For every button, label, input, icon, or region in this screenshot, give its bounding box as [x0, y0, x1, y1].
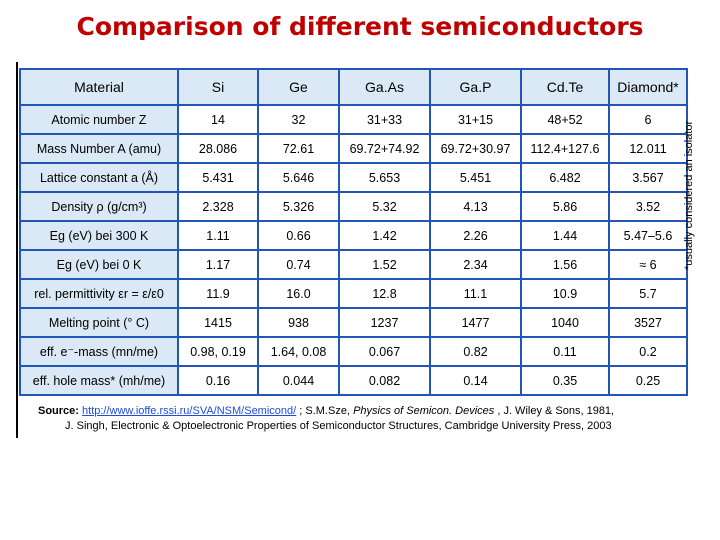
table-cell: 31+15	[430, 105, 521, 134]
table-cell: 14	[178, 105, 258, 134]
row-label: Density ρ (g/cm³)	[20, 192, 178, 221]
table-cell: 48+52	[521, 105, 609, 134]
source-text-1: ; S.M.Sze,	[296, 405, 354, 417]
isolator-footnote: *usually considered an isolator	[683, 120, 695, 270]
table-row	[20, 105, 687, 134]
semiconductor-table	[19, 68, 688, 396]
header-cell: Ga.As	[339, 69, 430, 105]
table-cell: 2.328	[178, 192, 258, 221]
table-cell: 11.9	[178, 279, 258, 308]
table-cell: 16.0	[258, 279, 339, 308]
source-text-2: , J. Wiley & Sons, 1981,	[494, 405, 615, 417]
table-cell: 1.11	[178, 221, 258, 250]
table-cell: 1.52	[339, 250, 430, 279]
table-cell: 69.72+30.97	[430, 134, 521, 163]
table-cell: 1040	[521, 308, 609, 337]
table-cell: 28.086	[178, 134, 258, 163]
row-label: rel. permittivity εr = ε/ε0	[20, 279, 178, 308]
source-citation	[38, 404, 718, 434]
header-cell: Diamond*	[609, 69, 687, 105]
table-cell: 0.044	[258, 366, 339, 395]
source-label: Source:	[38, 405, 79, 417]
table-cell: 5.646	[258, 163, 339, 192]
header-cell-material: Material	[20, 69, 178, 105]
row-label: eff. e⁻-mass (mn/me)	[20, 337, 178, 366]
table-cell: 31+33	[339, 105, 430, 134]
header-cell: Cd.Te	[521, 69, 609, 105]
table-cell: 0.082	[339, 366, 430, 395]
table-cell: 1237	[339, 308, 430, 337]
table-cell: 5.326	[258, 192, 339, 221]
table-cell: 0.74	[258, 250, 339, 279]
table-cell: 69.72+74.92	[339, 134, 430, 163]
table-cell: 72.61	[258, 134, 339, 163]
ioffe-link[interactable]: http://www.ioffe.rssi.ru/SVA/NSM/Semicond/	[82, 405, 297, 417]
row-label: Eg (eV) bei 300 K	[20, 221, 178, 250]
table-cell: 0.98, 0.19	[178, 337, 258, 366]
table-cell: 6.482	[521, 163, 609, 192]
table-cell: 32	[258, 105, 339, 134]
table-row	[20, 134, 687, 163]
row-label: Eg (eV) bei 0 K	[20, 250, 178, 279]
table-cell: 1.17	[178, 250, 258, 279]
table-row	[20, 250, 687, 279]
table-row	[20, 337, 687, 366]
table-cell: 0.66	[258, 221, 339, 250]
table-cell: 0.25	[609, 366, 687, 395]
table-cell: 3.52	[609, 192, 687, 221]
table-cell: 2.34	[430, 250, 521, 279]
table-row	[20, 279, 687, 308]
table-cell: 0.16	[178, 366, 258, 395]
table-cell: 2.26	[430, 221, 521, 250]
table-cell: 1.64, 0.08	[258, 337, 339, 366]
row-label: Mass Number A (amu)	[20, 134, 178, 163]
table-row	[20, 221, 687, 250]
table-cell: 1477	[430, 308, 521, 337]
table-cell: 11.1	[430, 279, 521, 308]
table-cell: 1.44	[521, 221, 609, 250]
row-label: eff. hole mass* (mh/me)	[20, 366, 178, 395]
table-row	[20, 308, 687, 337]
table-cell: 5.451	[430, 163, 521, 192]
left-divider-line	[16, 62, 18, 438]
table-row	[20, 192, 687, 221]
table-cell: 0.11	[521, 337, 609, 366]
table-cell: 3.567	[609, 163, 687, 192]
table-cell: 0.14	[430, 366, 521, 395]
table-header-row	[20, 69, 687, 105]
table-cell: ≈ 6	[609, 250, 687, 279]
source-line-2: J. Singh, Electronic & Optoelectronic Properties of Semiconductor Structures, Cambridge University Press, 2003	[65, 420, 612, 432]
table-row	[20, 163, 687, 192]
table-cell: 12.011	[609, 134, 687, 163]
header-cell: Ge	[258, 69, 339, 105]
table-cell: 0.067	[339, 337, 430, 366]
table-cell: 0.35	[521, 366, 609, 395]
table-cell: 3527	[609, 308, 687, 337]
table-cell: 0.2	[609, 337, 687, 366]
table-cell: 5.32	[339, 192, 430, 221]
table-cell: 5.86	[521, 192, 609, 221]
table-cell: 938	[258, 308, 339, 337]
table-cell: 5.431	[178, 163, 258, 192]
table-cell: 1415	[178, 308, 258, 337]
table-cell: 1.56	[521, 250, 609, 279]
header-cell: Ga.P	[430, 69, 521, 105]
table-cell: 1.42	[339, 221, 430, 250]
row-label: Atomic number Z	[20, 105, 178, 134]
table-cell: 5.653	[339, 163, 430, 192]
table-cell: 5.47–5.6	[609, 221, 687, 250]
header-cell: Si	[178, 69, 258, 105]
table-cell: 112.4+127.6	[521, 134, 609, 163]
table-cell: 5.7	[609, 279, 687, 308]
row-label: Lattice constant a (Å)	[20, 163, 178, 192]
table-row	[20, 366, 687, 395]
table-cell: 12.8	[339, 279, 430, 308]
table-cell: 4.13	[430, 192, 521, 221]
book-title: Physics of Semicon. Devices	[353, 405, 495, 417]
row-label: Melting point (° C)	[20, 308, 178, 337]
table-cell: 10.9	[521, 279, 609, 308]
table-cell: 6	[609, 105, 687, 134]
page-title: Comparison of different semiconductors	[76, 12, 644, 41]
table-cell: 0.82	[430, 337, 521, 366]
